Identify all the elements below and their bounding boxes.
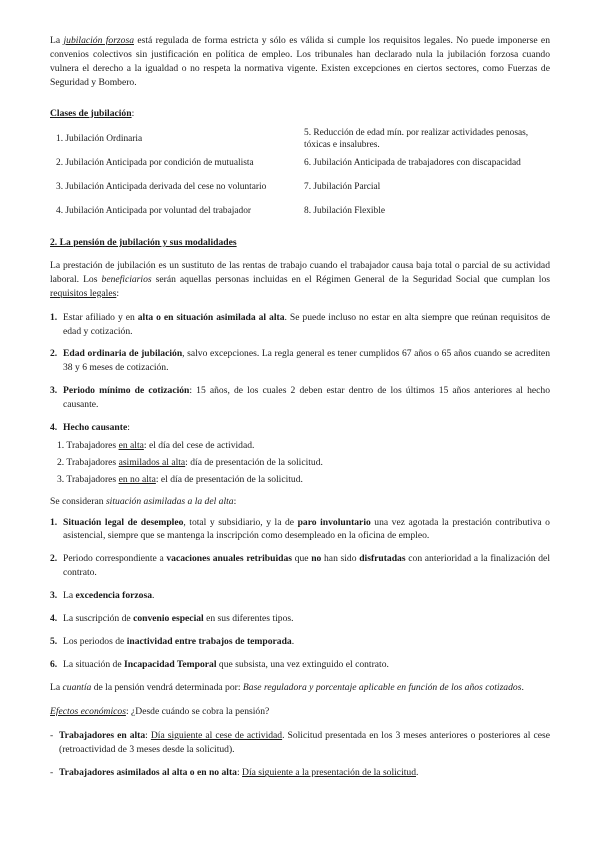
item-bold: Periodo mínimo de cotización: [63, 385, 190, 397]
clases-title: Clases de jubilación: [50, 107, 132, 119]
table-cell: 8. Jubilación Flexible: [304, 205, 385, 216]
item-text: La situación de: [63, 658, 125, 670]
item-text: . Se puede incluso no estar en alta siempre que reúnan requisitos de edad y cotización.: [63, 311, 550, 337]
efecto-item: [50, 766, 550, 780]
item-number: 2.: [50, 553, 58, 565]
item-number: 4.: [50, 422, 58, 434]
item-text: .: [152, 590, 155, 602]
item-bold: alta o en situación asimilada al alta: [137, 311, 285, 323]
item-text: :: [127, 422, 130, 434]
item-underlined: en no alta: [118, 473, 156, 485]
intro-term: jubilación forzosa: [63, 35, 134, 46]
item-number: 6.: [50, 658, 58, 670]
item-text: 3. Trabajadores: [57, 473, 119, 485]
para-text: Se consideran: [50, 495, 106, 507]
document-page: [50, 34, 550, 790]
item-text: : el día de presentación de la solicitud.: [155, 473, 303, 485]
item-underlined: Día siguiente al cese de actividad: [150, 729, 283, 741]
item-number: 4.: [50, 613, 58, 625]
list-item: [57, 456, 550, 470]
item-text: : día de presentación de la solicitud.: [185, 456, 323, 468]
item-number: 1.: [50, 516, 58, 528]
table-cell: 3. Jubilación Anticipada derivada del cese no voluntario: [56, 181, 267, 192]
item-text: , total y subsidiario, y la de: [183, 516, 298, 528]
para-text: de la pensión vendrá determinada por:: [91, 681, 243, 693]
item-text: La: [63, 590, 76, 602]
item-text: .: [291, 636, 295, 647]
item-text: 1. Trabajadores: [57, 439, 119, 451]
item-bold: no: [311, 553, 322, 565]
asimilada-item: [50, 552, 550, 580]
item-text: .: [416, 767, 419, 779]
item-text: han sido: [321, 553, 360, 565]
table-cell: 1. Jubilación Ordinaria: [56, 133, 143, 144]
item-text: . Solicitud presentada en los 3 meses anteriores o posteriores al cese (retroactividad de 3 meses desde la solicitud).: [59, 729, 550, 755]
asimilada-item: [50, 516, 550, 544]
intro-text: está regulada de forma estricta y sólo es válida si cumple los requisitos legales. No puede imponerse en convenios colectivos sin justificación en política de empleo. Los tribunales han declarado nula la jubilación forzosa cuando vulnera el derecho a la igualdad o no respeta la normativa vigente. Existen excepciones en ciertos sectores, como Fuerzas de Seguridad y Bombero.: [50, 35, 550, 88]
requisito-item: [50, 384, 550, 412]
cuantia-paragraph: [50, 681, 550, 695]
table-row: [56, 199, 556, 223]
item-bold: Hecho causante: [63, 422, 128, 434]
para-term: situación asimiladas a la del alta: [105, 495, 234, 507]
item-number: 2.: [50, 348, 58, 360]
item-text: Periodo correspondiente a: [63, 553, 167, 565]
table-row: [56, 151, 556, 175]
table-cell: 7. Jubilación Parcial: [304, 181, 381, 192]
asimilada-item: [50, 612, 550, 626]
item-text: Los periodos de: [63, 636, 127, 647]
efectos-heading: [50, 705, 550, 719]
dash-bullet: -: [50, 767, 54, 779]
item-text: una vez agotada la prestación contributiva o asistencial, siempre que se mantenga la inscripción como desempleado en la oficina de empleo.: [63, 516, 550, 542]
item-text: , salvo excepciones. La regla general es tener cumplidos 67 años o 65 años cuando se acrediten 38 y 6 meses de cotización.: [63, 348, 550, 374]
item-bold: Edad ordinaria de jubilación: [63, 348, 183, 360]
table-row: [56, 127, 556, 151]
item-text: :: [145, 729, 151, 741]
para-text: La prestación de jubilación es un sustituto de las rentas de trabajo cuando el trabajador causa baja total o parcial de su actividad laboral. Los: [50, 259, 550, 285]
item-number: 5.: [50, 636, 58, 647]
item-bold: paro involuntario: [297, 516, 371, 528]
asimilada-item: [50, 589, 550, 603]
item-text: con anterioridad a la finalización del contrato.: [63, 553, 550, 579]
clases-colon: :: [131, 107, 135, 119]
para-term: beneficiarios: [101, 273, 152, 285]
item-text: : el día del cese de actividad.: [143, 439, 255, 451]
requisito-item: [50, 347, 550, 375]
table-row: [56, 175, 556, 199]
item-number: 3.: [50, 590, 58, 602]
beneficiarios-paragraph: [50, 259, 550, 301]
item-text: 2. Trabajadores: [57, 456, 119, 468]
requisito-item: [50, 421, 550, 435]
item-text: : 15 años, de los cuales 2 deben estar dentro de los últimos 15 años anteriores al hecho causante.: [63, 385, 550, 411]
item-text: que: [292, 553, 312, 565]
para-text: :: [233, 495, 237, 507]
para-term: Base reguladora y porcentaje aplicable en función de los años cotizados: [242, 681, 522, 693]
item-text: que subsista, una vez extinguido el contrato.: [216, 658, 389, 670]
item-bold: inactividad entre trabajos de temporada: [126, 636, 292, 647]
item-bold: Trabajadores en alta: [59, 729, 146, 741]
para-term: cuantía: [62, 681, 92, 693]
item-text: Estar afiliado y en: [63, 311, 138, 323]
intro-paragraph: [50, 34, 550, 90]
para-text: .: [521, 681, 524, 693]
item-text: La suscripción de: [63, 613, 134, 625]
clases-heading: [50, 107, 550, 121]
list-item: [57, 439, 550, 453]
para-text: serán aquellas personas incluidas en el Régimen General de la Seguridad Social que cumplan los: [151, 273, 550, 285]
hecho-causante-list: [50, 439, 550, 487]
section-heading: 2. La pensión de jubilación y sus modalidades: [50, 236, 237, 248]
item-underlined: Día siguiente a la presentación de la solicitud: [242, 767, 416, 779]
asimiladas-intro: [50, 495, 550, 509]
asimilada-item: [50, 635, 550, 649]
clases-table: [56, 127, 556, 223]
item-bold: disfrutadas: [359, 553, 406, 565]
para-text: :: [116, 287, 120, 299]
dash-bullet: -: [50, 729, 54, 741]
table-cell: 5. Reducción de edad mín. por realizar actividades penosas, tóxicas e insalubres.: [304, 127, 529, 150]
para-text: La: [50, 681, 63, 693]
asimilada-item: [50, 658, 550, 672]
item-bold: excedencia forzosa: [75, 590, 152, 602]
efecto-item: [50, 729, 550, 757]
para-link-term: requisitos legales: [50, 287, 117, 299]
item-bold: convenio especial: [133, 613, 204, 625]
item-bold: Situación legal de desempleo: [63, 516, 184, 528]
efectos-label: Efectos económicos: [50, 705, 126, 717]
table-cell: 2. Jubilación Anticipada por condición de mutualista: [56, 157, 254, 168]
list-item: [57, 473, 550, 487]
item-bold: vacaciones anuales retribuidas: [166, 553, 292, 565]
item-number: 3.: [50, 385, 58, 397]
item-number: 1.: [50, 311, 58, 323]
item-underlined: en alta: [118, 439, 144, 451]
table-cell: 4. Jubilación Anticipada por voluntad del trabajador: [56, 205, 251, 216]
table-cell: 6. Jubilación Anticipada de trabajadores con discapacidad: [304, 157, 521, 168]
item-bold: Incapacidad Temporal: [124, 658, 217, 670]
item-text: en sus diferentes tipos.: [203, 613, 294, 625]
item-text: :: [236, 767, 243, 779]
item-underlined: asimilados al alta: [118, 456, 186, 468]
efectos-question: : ¿Desde cuándo se cobra la pensión?: [125, 705, 270, 717]
requisito-item: [50, 311, 550, 339]
item-bold: Trabajadores asimilados al alta o en no alta: [59, 767, 237, 779]
intro-text: La: [50, 35, 64, 46]
